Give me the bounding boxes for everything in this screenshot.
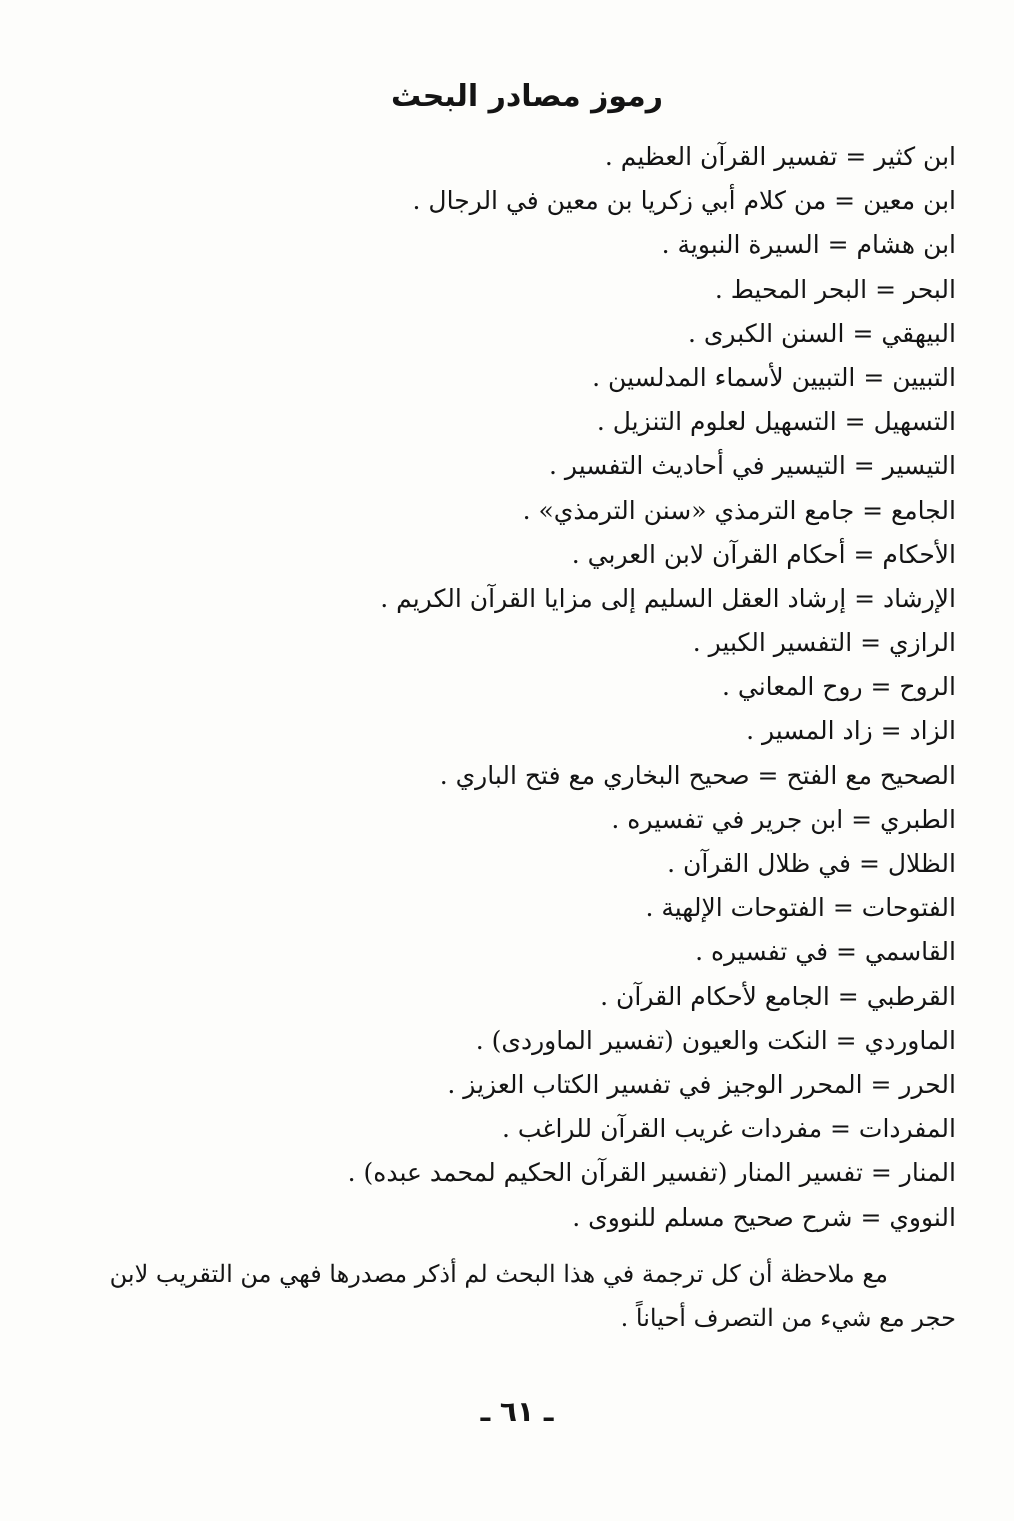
abbreviation-entry: البحر = البحر المحيط . [714,274,956,304]
note-line-1: مع ملاحظة أن كل ترجمة في هذا البحث لم أذكر مصدرها فهي من التقريب لابن [109,1260,888,1288]
closing-note [86,1252,956,1340]
abbreviation-entry: ابن معين = من كلام أبي زكريا بن معين في الرجال . [412,186,956,216]
abbreviation-entry: المفردات = مفردات غريب القرآن للراغب . [501,1114,956,1144]
abbreviation-entry: الزاد = زاد المسير . [746,716,956,746]
note-line-2: حجر مع شيء من التصرف أحياناً . [620,1304,956,1332]
abbreviation-entry: التيسير = التيسير في أحاديث التفسير . [549,451,956,481]
page-number: ـ ٦١ ـ [480,1395,554,1428]
abbreviations-list [76,135,956,1240]
abbreviation-entry: الصحيح مع الفتح = صحيح البخاري مع فتح الباري . [439,760,956,790]
abbreviation-entry: الظلال = في ظلال القرآن . [667,849,956,878]
abbreviation-entry: الماوردي = النكت والعيون (تفسير الماوردى) . [475,1025,956,1055]
abbreviation-entry: القرطبي = الجامع لأحكام القرآن . [600,981,956,1011]
abbreviation-entry: التبيين = التبيين لأسماء المدلسين . [592,362,956,392]
abbreviation-entry: الإرشاد = إرشاد العقل السليم إلى مزايا القرآن الكريم . [380,583,956,613]
abbreviation-entry: البيهقي = السنن الكبرى . [687,318,956,348]
abbreviation-entry: الفتوحات = الفتوحات الإلهية . [645,893,956,923]
abbreviation-entry: المنار = تفسير المنار (تفسير القرآن الحكيم لمحمد عبده) . [347,1158,956,1188]
abbreviation-entry: الرازي = التفسير الكبير . [692,628,956,658]
abbreviation-entry: النووي = شرح صحيح مسلم للنووى . [572,1202,956,1232]
abbreviation-entry: الحرر = المحرر الوجيز في تفسير الكتاب العزيز . [447,1069,956,1099]
abbreviation-entry: الأحكام = أحكام القرآن لابن العربي . [571,539,956,569]
abbreviation-entry: الجامع = جامع الترمذي «سنن الترمذي» . [522,495,956,525]
page-title: رموز مصادر البحث [390,79,664,114]
abbreviation-entry: الروح = روح المعاني . [721,672,956,702]
abbreviation-entry: الطبري = ابن جرير في تفسيره . [611,804,956,834]
abbreviation-entry: ابن كثير = تفسير القرآن العظيم . [604,142,956,171]
abbreviation-entry: القاسمي = في تفسيره . [695,937,956,967]
abbreviation-entry: التسهيل = التسهيل لعلوم التنزيل . [596,407,956,437]
abbreviation-entry: ابن هشام = السيرة النبوية . [661,230,956,260]
